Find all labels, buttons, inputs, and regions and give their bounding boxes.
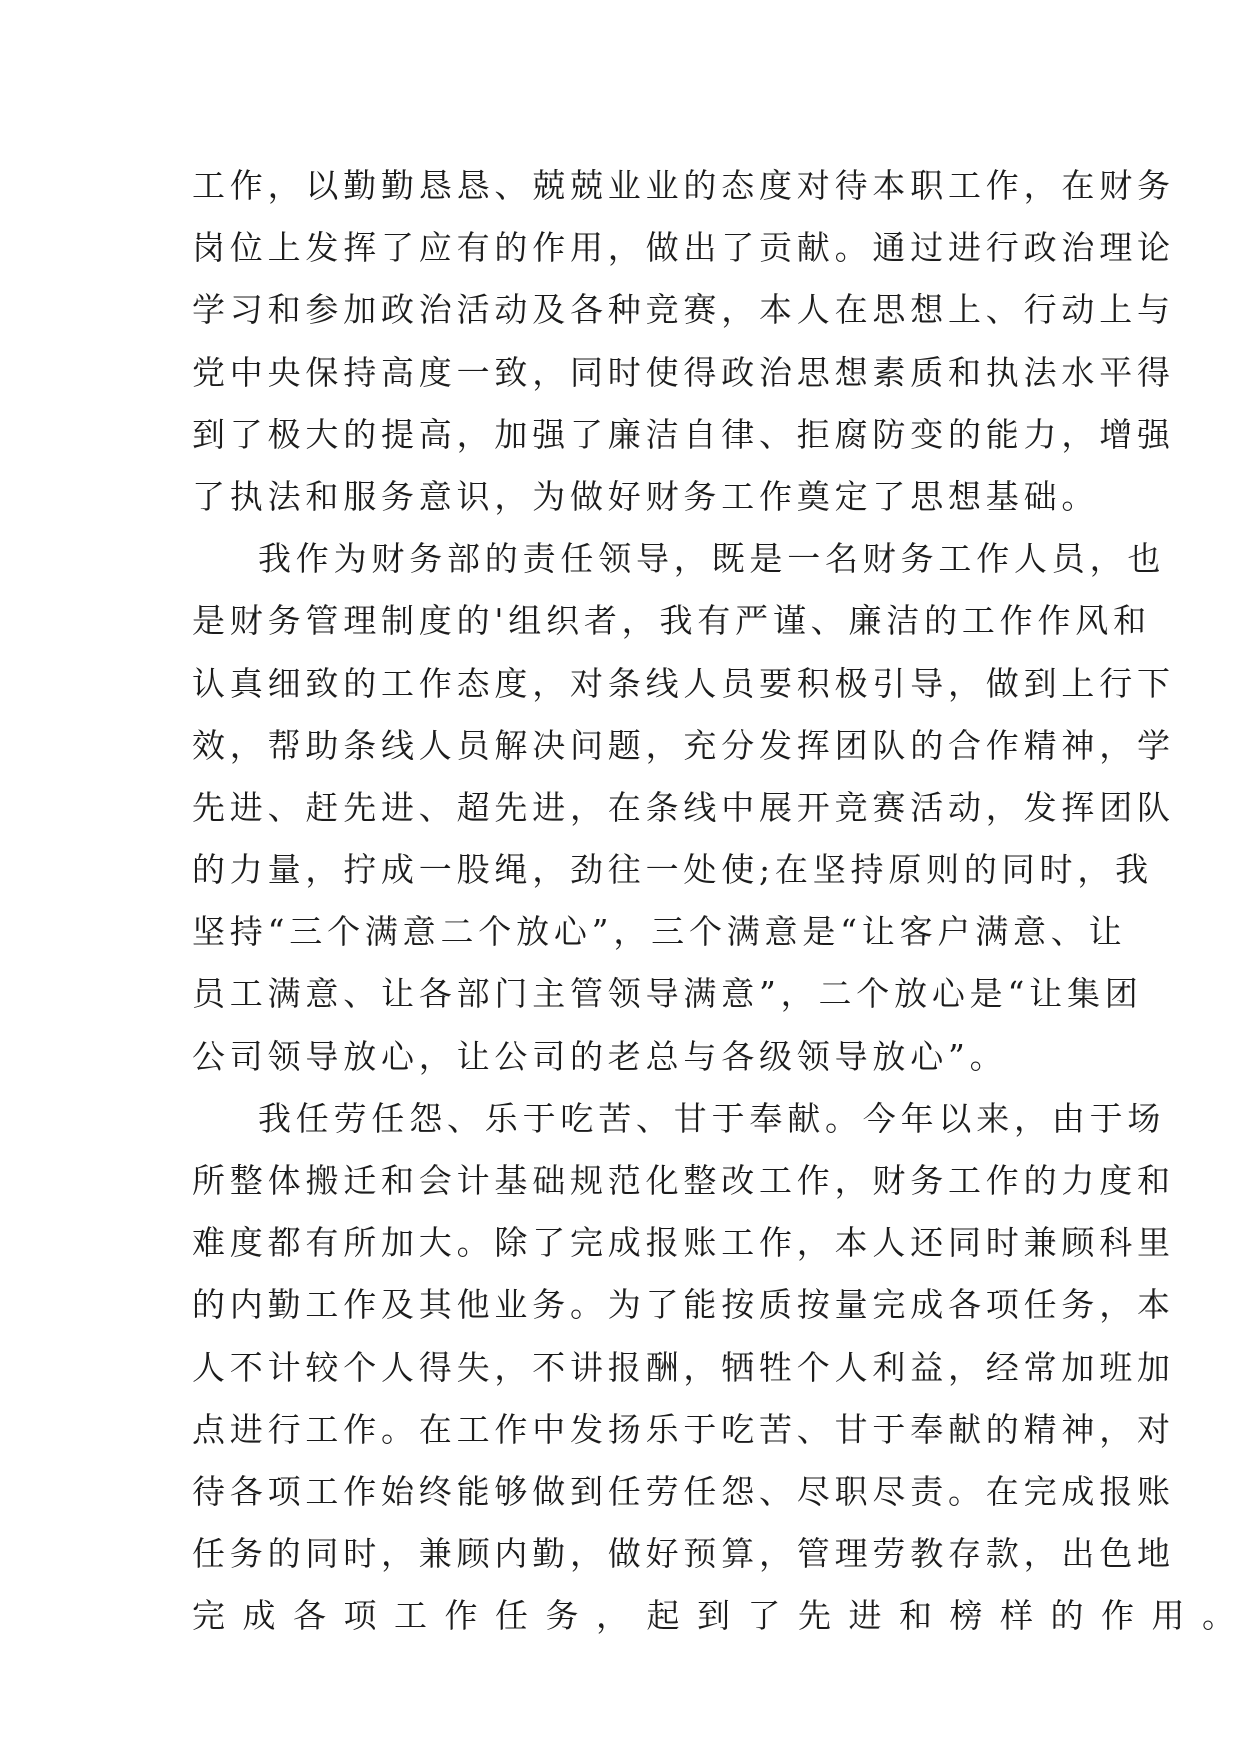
text-line: 的力量，拧成一股绳，劲往一处使;在坚持原则的同时，我 xyxy=(192,850,1153,890)
text-line: 坚持“三个满意二个放心”，三个满意是“让客户满意、让 xyxy=(192,912,1127,952)
text-line: 岗位上发挥了应有的作用，做出了贡献。通过进行政治理论 xyxy=(192,228,1175,268)
paragraph-1 xyxy=(192,155,1175,528)
text-line: 的内勤工作及其他业务。为了能按质按量完成各项任务，本 xyxy=(192,1285,1175,1325)
text-line: 效，帮助条线人员解决问题，充分发挥团队的合作精神，学 xyxy=(192,725,1175,765)
text-line: 是财务管理制度的'组织者，我有严谨、廉洁的工作作风和 xyxy=(192,601,1151,641)
text-line: 任务的同时，兼顾内勤，做好预算，管理劳教存款，出色地 xyxy=(192,1534,1175,1574)
text-line: 难度都有所加大。除了完成报账工作，本人还同时兼顾科里 xyxy=(192,1223,1175,1263)
text-line: 学习和参加政治活动及各种竞赛，本人在思想上、行动上与 xyxy=(192,290,1175,330)
paragraph-2 xyxy=(192,528,1175,1088)
text-line: 员工满意、让各部门主管领导满意”，二个放心是“让集团 xyxy=(192,974,1143,1014)
text-line: 党中央保持高度一致，同时使得政治思想素质和执法水平得 xyxy=(192,352,1175,392)
text-line-indented: 我作为财务部的责任领导，既是一名财务工作人员，也 xyxy=(258,539,1166,579)
text-line: 了执法和服务意识，为做好财务工作奠定了思想基础。 xyxy=(192,476,1100,516)
text-line: 公司领导放心，让公司的老总与各级领导放心”。 xyxy=(192,1036,1008,1076)
text-line: 先进、赶先进、超先进，在条线中展开竞赛活动，发挥团队 xyxy=(192,787,1175,827)
paragraph-3 xyxy=(192,1088,1253,1648)
text-line: 人不计较个人得失，不讲报酬，牺牲个人利益，经常加班加 xyxy=(192,1347,1175,1387)
text-line: 待各项工作始终能够做到任劳任怨、尽职尽责。在完成报账 xyxy=(192,1471,1175,1511)
text-line-spread: 完成各项工作任务，起到了先进和榜样的作用。 xyxy=(192,1596,1253,1636)
text-line: 工作，以勤勤恳恳、兢兢业业的态度对待本职工作，在财务 xyxy=(192,166,1175,205)
document-body xyxy=(192,155,1253,1648)
text-line-indented: 我任劳任怨、乐于吃苦、甘于奉献。今年以来，由于场 xyxy=(258,1098,1166,1138)
text-line: 所整体搬迁和会计基础规范化整改工作，财务工作的力度和 xyxy=(192,1161,1175,1200)
text-line: 到了极大的提高，加强了廉洁自律、拒腐防变的能力，增强 xyxy=(192,414,1175,454)
text-line: 认真细致的工作态度，对条线人员要积极引导，做到上行下 xyxy=(192,663,1175,703)
text-line: 点进行工作。在工作中发扬乐于吃苦、甘于奉献的精神，对 xyxy=(192,1409,1175,1449)
